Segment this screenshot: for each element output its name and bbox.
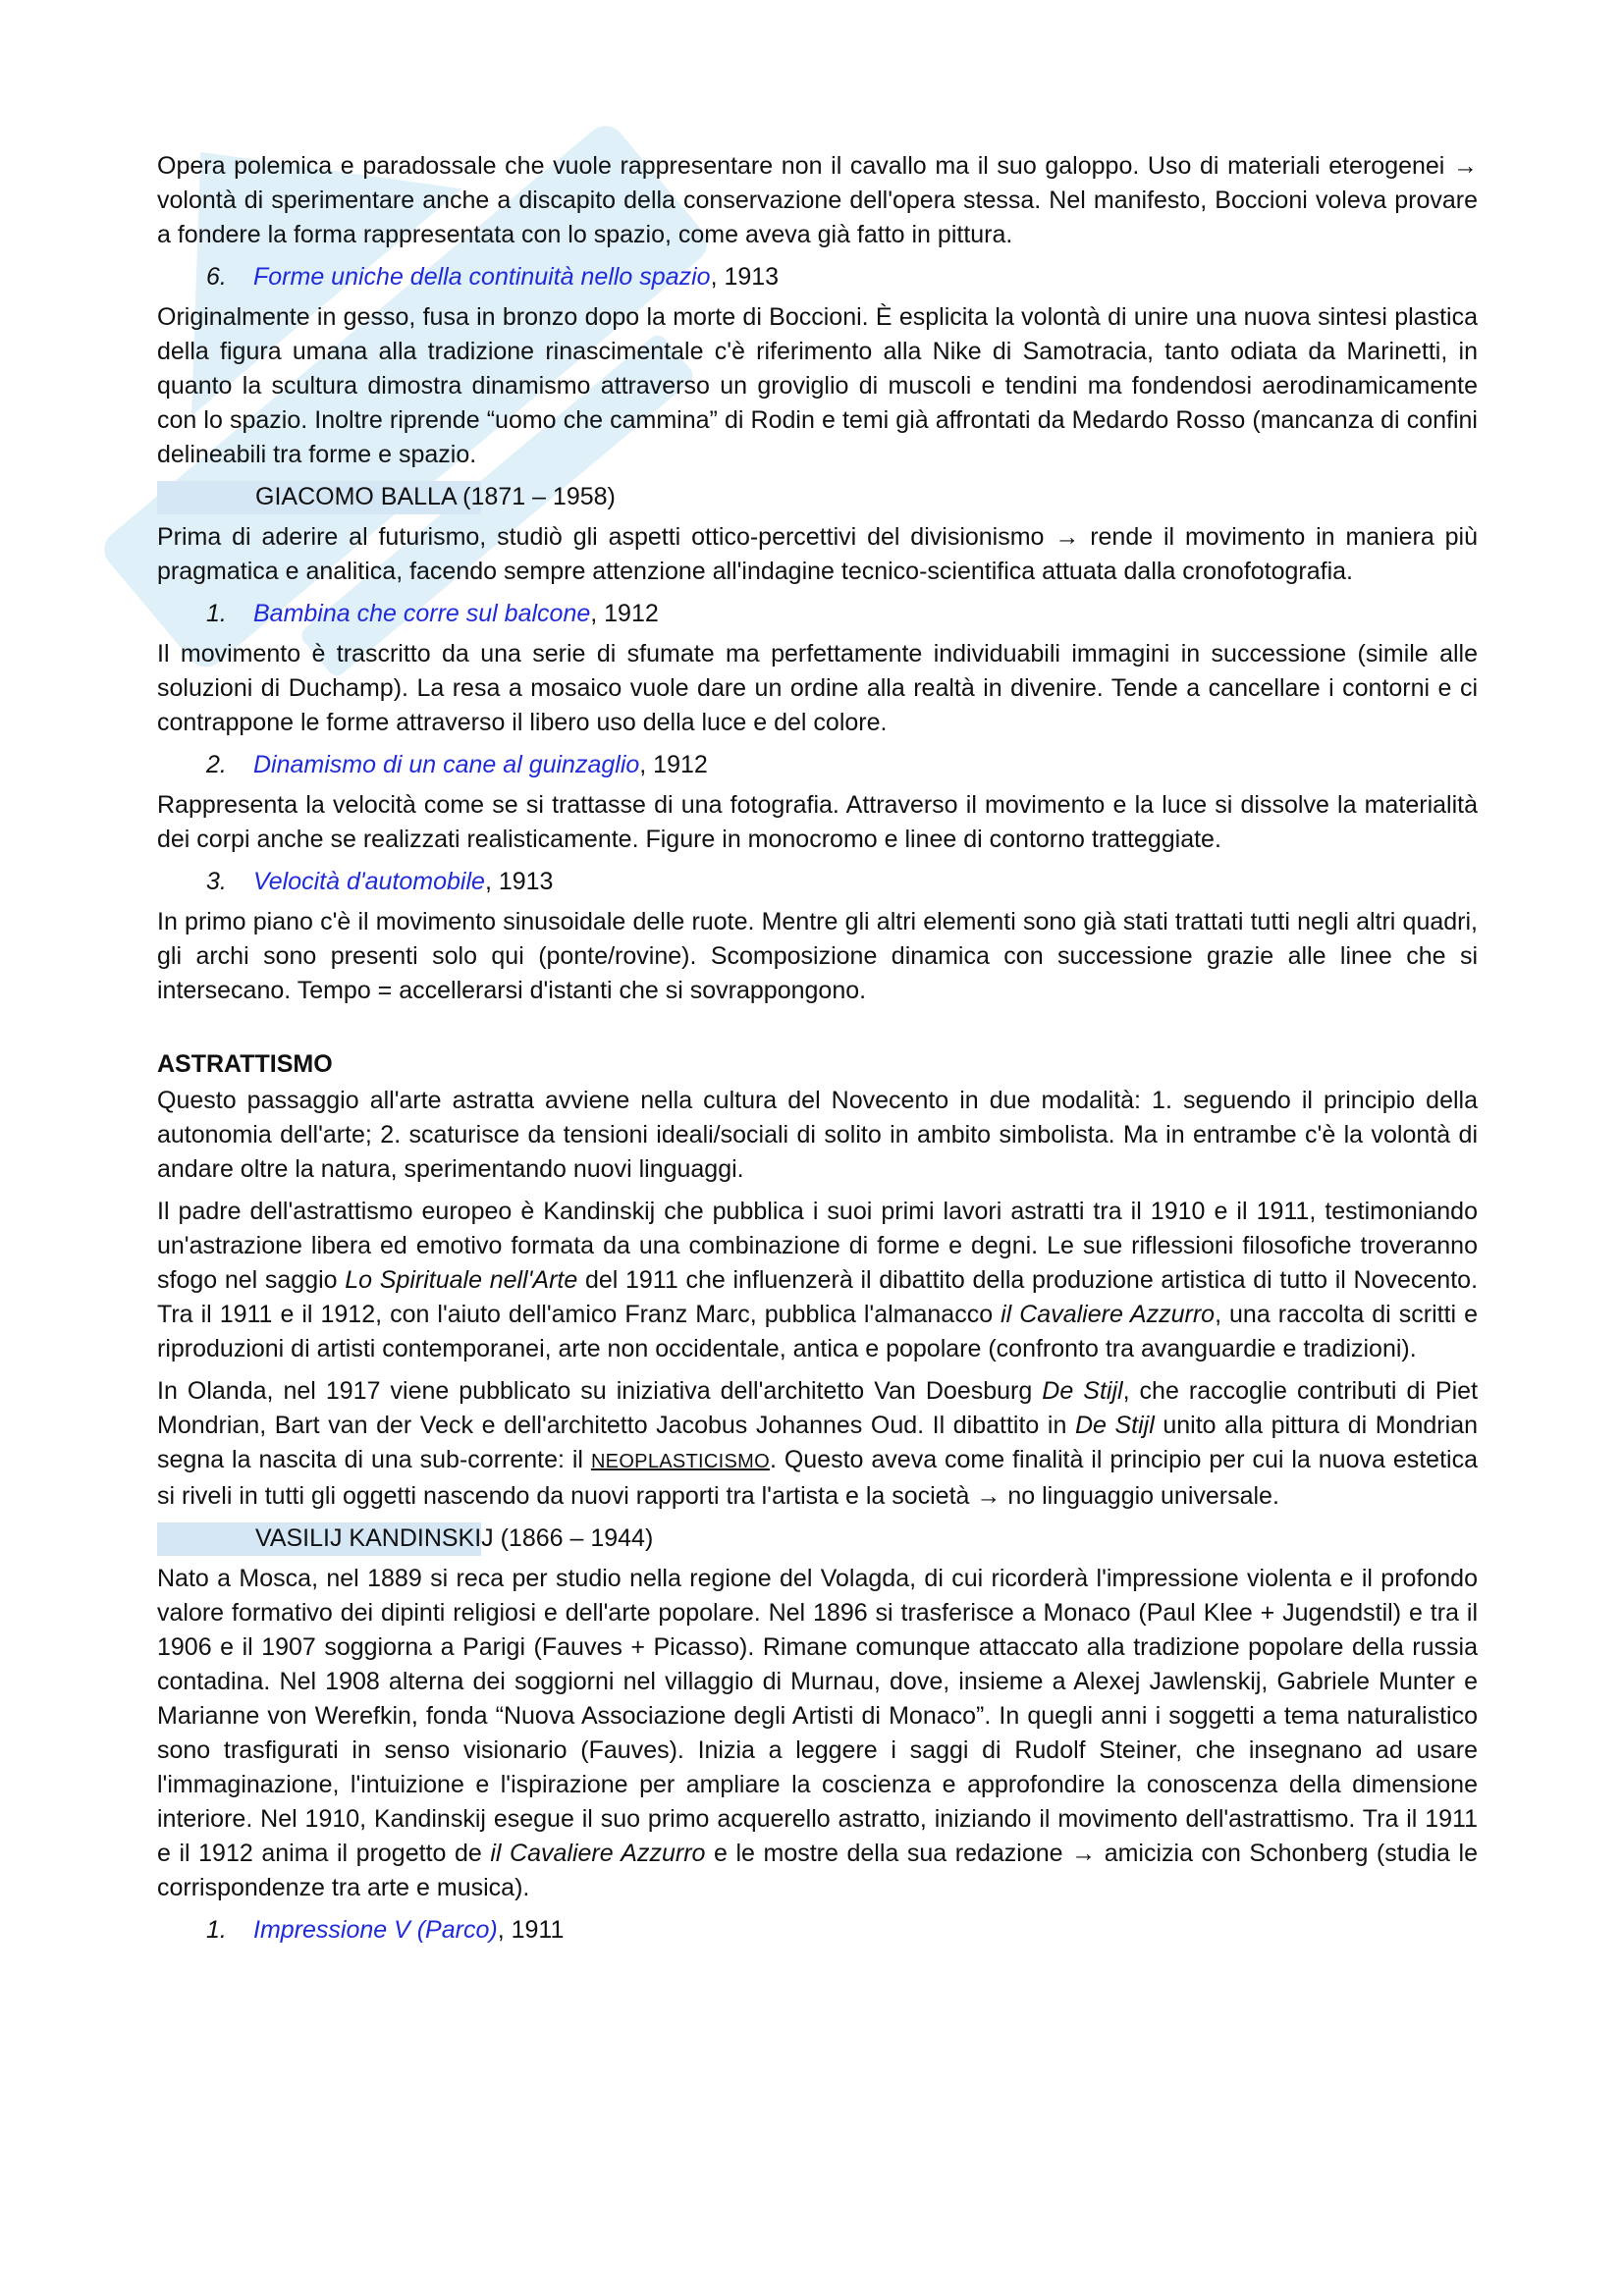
- artwork-bambina: [157, 597, 1478, 631]
- magazine-title: De Stijl: [1074, 1412, 1155, 1439]
- text-run: unito alla pittura di Mondrian segna la nascita di una sub-corrente: il: [157, 1412, 1478, 1473]
- artwork-year: , 1913: [710, 263, 780, 291]
- text-run: In Olanda, nel 1917 viene pubblicato su iniziativa dell'architetto Van Doesburg: [157, 1377, 1043, 1405]
- section-heading-astrattismo: ASTRATTISMO: [157, 1050, 333, 1078]
- paragraph-forme-uniche: Originalmente in gesso, fusa in bronzo dopo la morte di Boccioni. È esplicita la volontà di unire una nuova sintesi plastica della figura umana alla tradizione rinascimentale c'è riferimento alla Nike di Samotracia, tanto odiata da Marinetti, in quanto la scultura dimostra dinamismo attraverso un groviglio di muscoli e tendini ma fondendosi aerodinamicamente con lo spazio. Inoltre riprende “uomo che cammina” di Rodin e temi già affrontati da Medardo Rosso (mancanza di confini delineabili tra forme e spazio.: [157, 303, 1478, 468]
- artwork-year: , 1913: [484, 868, 554, 895]
- artist-name: VASILIJ KANDINSKIJ (1866 – 1944): [255, 1524, 654, 1552]
- artwork-title: Dinamismo di un cane al guinzaglio: [253, 751, 640, 778]
- paragraph-kandinskij-bio: [157, 1562, 1478, 1905]
- item-number: 3.: [206, 868, 227, 895]
- paragraph-galoppo: Opera polemica e paradossale che vuole rappresentare non il cavallo ma il suo galoppo. Uso di materiali eterogenei → volontà di sperimentare anche a discapito della conservazione dell'opera stessa. Nel manifesto, Boccioni voleva provare a fondere la forma rappresentata con lo spazio, come aveva già fatto in pittura.: [157, 152, 1478, 248]
- artwork-dinamismo: [157, 748, 1478, 782]
- text-run: Nato a Mosca, nel 1889 si reca per studio nella regione del Volagda, di cui ricorderà l'impressione violenta e il profondo valore formativo dei dipinti religiosi e dell'arte popolare. Nel 1896 si trasferisce a Monaco (Paul Klee + Jugendstil) e tra il 1906 e il 1907 soggiorna a Parigi (Fauves + Picasso). Rimane comunque attaccato alla tradizione popolare della russia contadina. Nel 1908 alterna dei soggiorni nel villaggio di Murnau, dove, insieme a Alexej Jawlenskij, Gabriele Munter e Marianne von Werefkin, fonda “Nuova Associazione degli Artisti di Monaco”. In quegli anni i soggetti a tema naturalistico sono trasfigurati in senso visionario (Fauves). Inizia a leggere i saggi di Rudolf Steiner, che insegnano ad usare l'immaginazione, l'intuizione e l'ispirazione per ampliare la coscienza e approfondire la conoscenza della dimensione interiore. Nel 1910, Kandinskij esegue il suo primo acquerello astratto, iniziando il movimento dell'astrattismo. Tra il 1911 e il 1912 anima il progetto de: [157, 1565, 1478, 1867]
- text-run: , una raccolta di scritti e riproduzioni di artisti contemporanei, arte non occidentale, antica e popolare (confronto tra avanguardie e tradizioni).: [157, 1301, 1478, 1362]
- artwork-velocita: [157, 865, 1478, 899]
- text-run: , che raccoglie contributi di Piet Mondrian, Bart van der Veck e dell'architetto Jacobus Johannes Oud. Il dibattito in: [157, 1377, 1479, 1439]
- paragraph-kandinskij-padre: [157, 1195, 1478, 1366]
- artwork-year: , 1911: [497, 1916, 565, 1944]
- item-number: 2.: [206, 751, 227, 778]
- artwork-year: , 1912: [590, 600, 659, 627]
- paragraph-dinamismo: Rappresenta la velocità come se si trattasse di una fotografia. Attraverso il movimento e la luce si dissolve la materialità dei corpi anche se realizzati realisticamente. Figure in monocromo e linee di contorno tratteggiate.: [157, 791, 1478, 853]
- artwork-impressione-v: [157, 1913, 1478, 1948]
- item-number: 1.: [206, 600, 227, 627]
- item-number: 6.: [206, 263, 227, 291]
- artwork-year: , 1912: [639, 751, 708, 778]
- artwork-forme-uniche: [157, 260, 1478, 294]
- paragraph-velocita: In primo piano c'è il movimento sinusoidale delle ruote. Mentre gli altri elementi sono già stati trattati tutti negli altri quadri, gli archi sono presenti solo qui (ponte/rovine). Scomposizione dinamica con successione grazie alle linee che si intersecano. Tempo = accellerarsi d'istanti che si sovrappongono.: [157, 908, 1478, 1004]
- artist-name: GIACOMO BALLA (1871 – 1958): [255, 483, 616, 510]
- artist-heading-balla: [157, 480, 1478, 514]
- artist-heading-kandinskij: [157, 1522, 1478, 1556]
- artwork-title: Forme uniche della continuità nello spazio: [253, 263, 711, 291]
- text-run: e le mostre della sua redazione → amicizia con Schonberg (studia le corrispondenze tra arte e musica).: [157, 1840, 1478, 1901]
- item-number: 1.: [206, 1916, 227, 1944]
- text-run: del 1911 che influenzerà il dibattito della produzione artistica di tutto il Novecento. Tra il 1911 e il 1912, con l'aiuto dell'amico Franz Marc, pubblica l'almanacco: [157, 1266, 1479, 1328]
- paragraph-astrattismo-intro: Questo passaggio all'arte astratta avviene nella cultura del Novecento in due modalità: 1. seguendo il principio della autonomia dell'arte; 2. scaturisce da tensioni ideali/sociali di solito in ambito simbolista. Ma in entrambe c'è la volontà di andare oltre la natura, sperimentando nuovi linguaggi.: [157, 1087, 1478, 1183]
- neoplasticismo-term: NEOPLASTICISMO: [590, 1451, 770, 1472]
- artwork-title: Velocità d'automobile: [253, 868, 485, 895]
- text-run: Il padre dell'astrattismo europeo è Kandinskij che pubblica i suoi primi lavori astratti tra il 1910 e il 1911, testimoniando un'astrazione libera ed emotivo formata da una combinazione di forme e degni. Le sue riflessioni filosofiche troveranno sfogo nel saggio: [157, 1198, 1478, 1294]
- paragraph-balla-intro: Prima di aderire al futurismo, studiò gli aspetti ottico-percettivi del divisionismo → rende il movimento in maniera più pragmatica e analitica, facendo sempre attenzione all'indagine tecnico-scientifica attuata dalla cronofotografia.: [157, 523, 1478, 585]
- magazine-title: De Stijl: [1042, 1377, 1123, 1405]
- document-page: [157, 149, 1478, 1953]
- artwork-title: Bambina che corre sul balcone: [253, 600, 591, 627]
- book-title: Lo Spirituale nell'Arte: [345, 1266, 578, 1294]
- paragraph-de-stijl: [157, 1374, 1478, 1514]
- text-run: . Questo aveva come finalità il principio per cui la nuova estetica si riveli in tutti gli oggetti nascendo da nuovi rapporti tra l'artista e la società → no linguaggio universale.: [157, 1446, 1478, 1510]
- artwork-title: Impressione V (Parco): [253, 1916, 498, 1944]
- almanac-title: il Cavaliere Azzurro: [490, 1840, 706, 1867]
- almanac-title: il Cavaliere Azzurro: [1001, 1301, 1216, 1328]
- paragraph-bambina: Il movimento è trascritto da una serie di sfumate ma perfettamente individuabili immagini in successione (simile alle soluzioni di Duchamp). La resa a mosaico vuole dare un ordine alla realtà in divenire. Tende a cancellare i contorni e ci contrappone le forme attraverso il libero uso della luce e del colore.: [157, 640, 1478, 736]
